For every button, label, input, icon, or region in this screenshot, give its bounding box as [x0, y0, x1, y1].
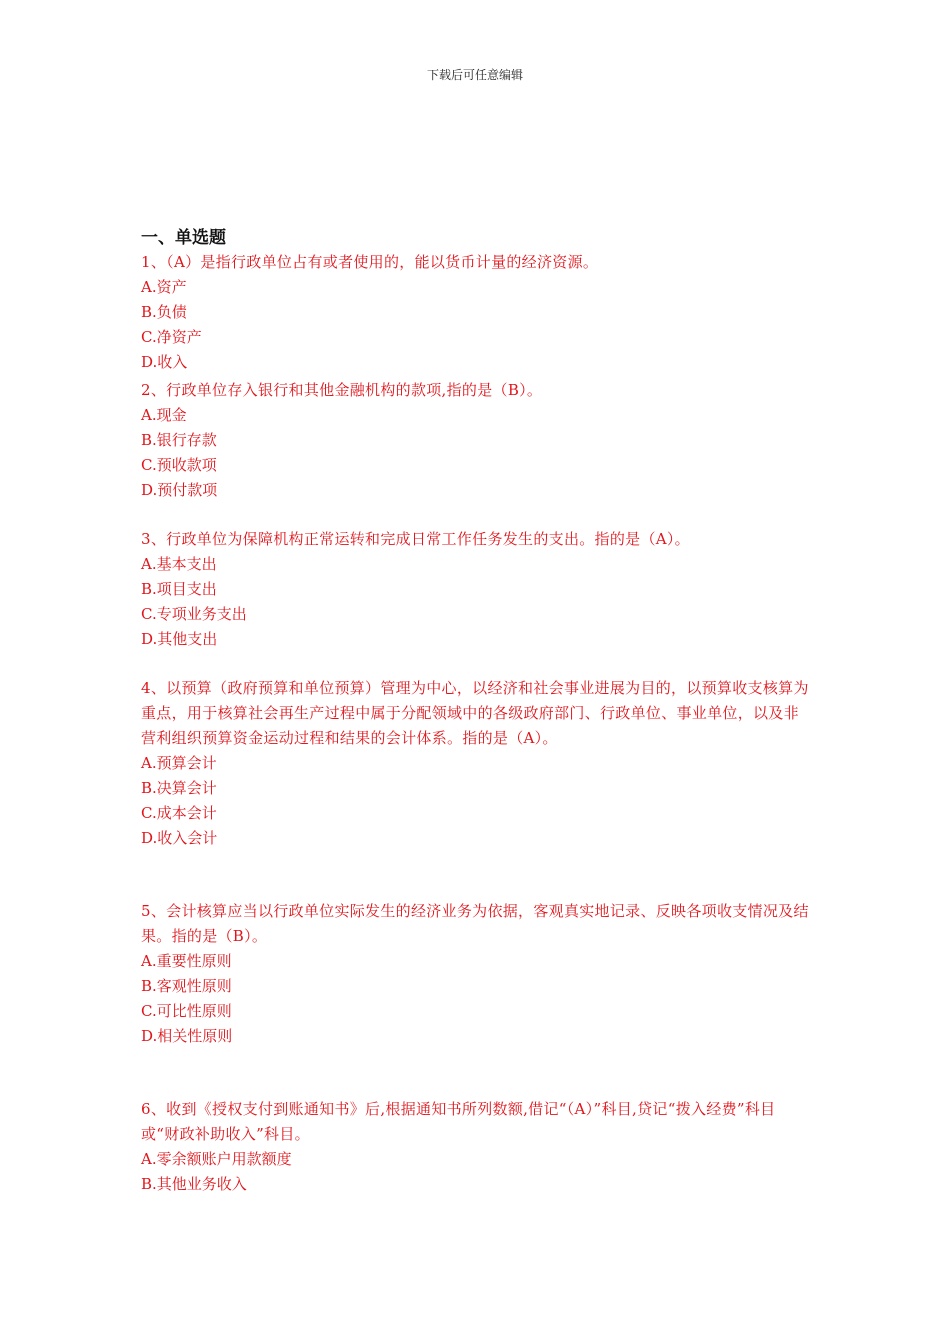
question-5 — [141, 899, 809, 1049]
question-text: 5、会计核算应当以行政单位实际发生的经济业务为依据，客观真实地记录、反映各项收支情况及结果。指的是（B）。 — [141, 902, 809, 945]
option-d: D.相关性原则 — [141, 1027, 233, 1045]
option-c: C.可比性原则 — [141, 1002, 232, 1020]
question-4 — [141, 676, 809, 851]
option-a: A.预算会计 — [141, 754, 217, 772]
question-6 — [141, 1097, 809, 1197]
question-text: 6、收到《授权支付到账通知书》后,根据通知书所列数额,借记“（A）”科目,贷记“拨入经费”科目或“财政补助收入”科目。 — [141, 1100, 776, 1143]
document-body — [141, 226, 809, 1197]
option-d: D.其他支出 — [141, 630, 218, 648]
option-d: D.预付款项 — [141, 481, 218, 499]
section-title: 一、单选题 — [141, 228, 226, 248]
question-text: 3、行政单位为保障机构正常运转和完成日常工作任务发生的支出。指的是（A）。 — [141, 530, 690, 548]
option-c: C.成本会计 — [141, 804, 217, 822]
option-c: C.净资产 — [141, 328, 202, 346]
option-b: B.客观性原则 — [141, 977, 232, 995]
option-a: A.资产 — [141, 278, 187, 296]
option-b: B.决算会计 — [141, 779, 217, 797]
question-text: 1、（A）是指行政单位占有或者使用的，能以货币计量的经济资源。 — [141, 253, 599, 271]
option-d: D.收入会计 — [141, 829, 218, 847]
option-a: A.基本支出 — [141, 555, 217, 573]
question-2 — [141, 378, 809, 503]
option-b: B.其他业务收入 — [141, 1175, 247, 1193]
question-text: 2、行政单位存入银行和其他金融机构的款项,指的是（B）。 — [141, 381, 543, 399]
option-a: A.重要性原则 — [141, 952, 232, 970]
option-b: B.银行存款 — [141, 431, 217, 449]
option-d: D.收入 — [141, 353, 188, 371]
question-text: 4、以预算（政府预算和单位预算）管理为中心，以经济和社会事业进展为目的，以预算收支核算为重点，用于核算社会再生产过程中属于分配领域中的各级政府部门、行政单位、事业单位，以及非营利组织预算资金运动过程和结果的会计体系。指的是（A）。 — [141, 679, 809, 747]
option-c: C.专项业务支出 — [141, 605, 247, 623]
option-a: A.现金 — [141, 406, 187, 424]
page-header-note: 下载后可任意编辑 — [426, 68, 523, 82]
option-a: A.零余额账户用款额度 — [141, 1150, 292, 1168]
option-c: C.预收款项 — [141, 456, 217, 474]
option-b: B.负债 — [141, 303, 187, 321]
question-1 — [141, 250, 809, 375]
question-3 — [141, 527, 809, 652]
option-b: B.项目支出 — [141, 580, 217, 598]
